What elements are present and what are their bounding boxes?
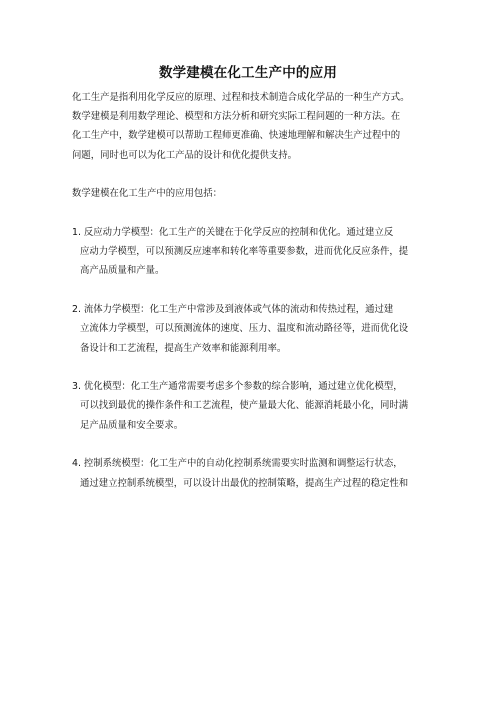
list-heading: [72, 184, 424, 203]
list-item-line: 2. 流体力学模型：化工生产中常涉及到液体或气体的流动和传热过程，通过建: [72, 304, 394, 316]
intro-line-1: 化工生产是指利用化学反应的原理、过程和技术制造合成化学品的一种生产方式。: [72, 92, 410, 103]
intro-line-3: 化工生产中，数学建模可以帮助工程师更准确、快速地理解和解决生产过程中的: [72, 130, 401, 142]
paragraph-gap: [72, 165, 424, 185]
paragraph-gap: [72, 204, 424, 224]
intro-line-2: 数学建模是利用数学理论、模型和方法分析和研究实际工程问题的一种方法。在: [72, 111, 401, 123]
paragraph-gap: [72, 358, 424, 378]
intro-line-4: 问题，同时也可以为化工产品的设计和优化提供支持。: [72, 149, 298, 161]
list-heading-text: 数学建模在化工生产中的应用包括：: [72, 188, 223, 200]
list-item-control-system: [72, 454, 424, 492]
list-item-optimization: [72, 377, 424, 435]
list-item-line: 立流体力学模型，可以预测流体的速度、压力、温度和流动路径等，进而优化设: [80, 323, 409, 335]
list-item-line: 4. 控制系统模型：化工生产中的自动化控制系统需要实时监测和调整运行状态，: [72, 458, 403, 470]
list-item-line: 1. 反应动力学模型：化工生产的关键在于化学反应的控制和优化。通过建立反: [72, 227, 394, 239]
list-item-fluid-dynamics: [72, 300, 424, 358]
list-item-line: 3. 优化模型：化工生产通常需要考虑多个参数的综合影响，通过建立优化模型，: [72, 381, 403, 393]
list-item-line: 备设计和工艺流程，提高生产效率和能源利用率。: [80, 342, 287, 354]
list-item-line: 应动力学模型，可以预测反应速率和转化率等重要参数，进而优化反应条件，提: [80, 246, 409, 258]
list-item-line: 高产品质量和产量。: [80, 265, 165, 277]
document-title: 数学建模在化工生产中的应用: [158, 65, 338, 81]
list-item-line: 足产品质量和安全要求。: [80, 419, 184, 431]
list-item-line: 可以找到最优的操作条件和工艺流程，使产量最大化、能源消耗最小化，同时满: [80, 400, 409, 412]
list-item-line: 通过建立控制系统模型，可以设计出最优的控制策略，提高生产过程的稳定性和: [80, 477, 409, 489]
list-item-reaction-kinetics: [72, 223, 424, 281]
intro-paragraph: [72, 88, 424, 165]
paragraph-gap: [72, 281, 424, 301]
paragraph-gap: [72, 435, 424, 455]
